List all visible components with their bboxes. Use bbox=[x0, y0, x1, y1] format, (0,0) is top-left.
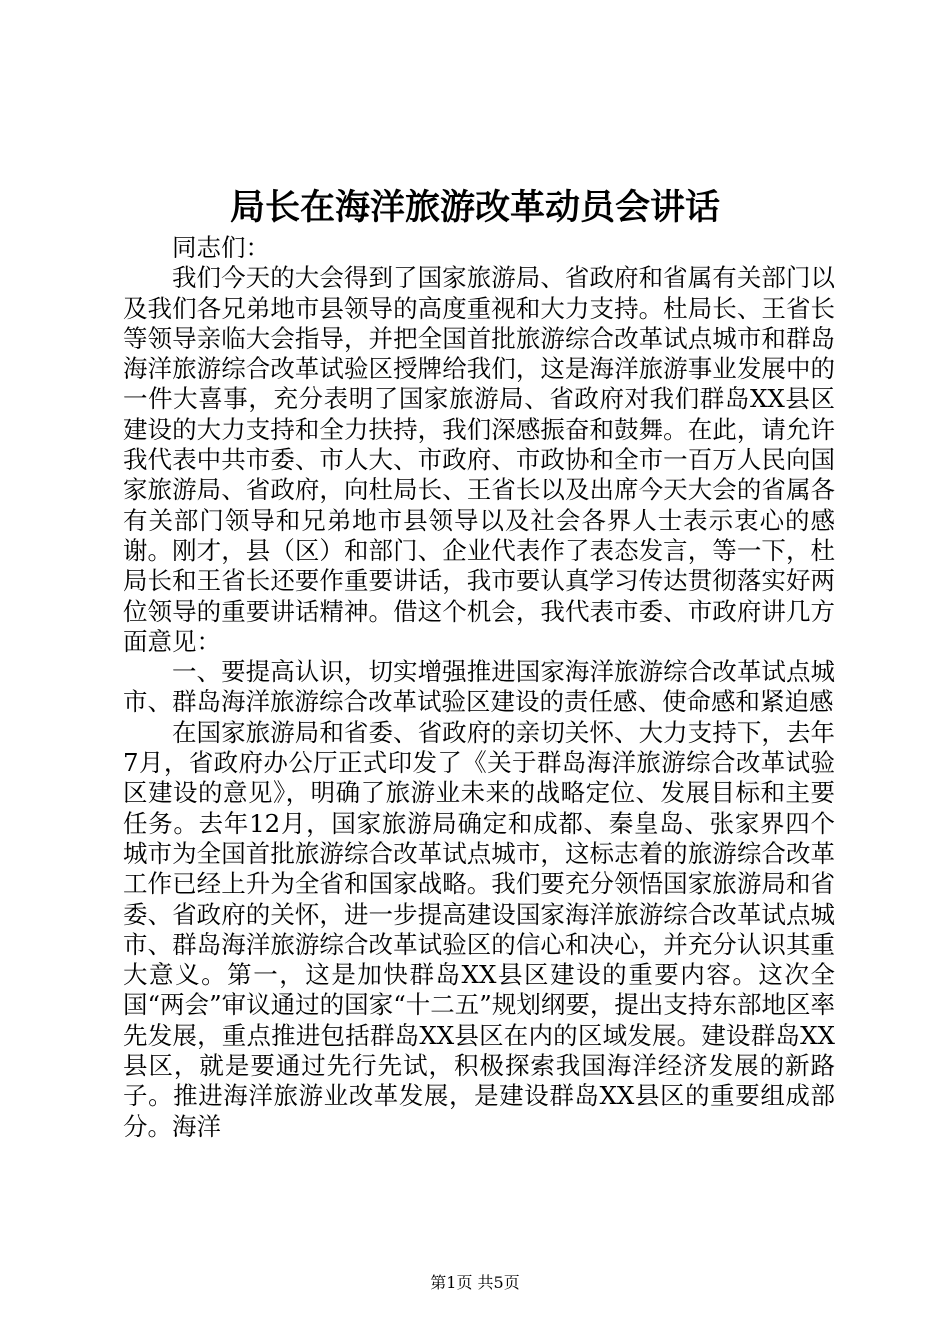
document-title: 局长在海洋旅游改革动员会讲话 bbox=[229, 187, 720, 228]
salutation-paragraph: 同志们： bbox=[172, 233, 270, 262]
opening-paragraph: 我们今天的大会得到了国家旅游局、省政府和省属有关部门以及我们各兄弟地市县领导的高度重视和大力支持。杜局长、王省长等领导亲临大会指导，并把全国首批旅游综合改革试点城市和群岛海洋旅游综合改革试验区授牌给我们，这是海洋旅游事业发展中的一件大喜事，充分表明了国家旅游局、省政府对我们群岛XX县区建设的大力支持和全力扶持，我们深感振奋和鼓舞。在此，请允许我代表中共市委、市人大、市政府、市政协和全市一百万人民向国家旅游局、省政府，向杜局长、王省长以及出席今天大会的省属各有关部门领导和兄弟地市县领导以及社会各界人士表示衷心的感谢。刚才，县（区）和部门、企业代表作了表态发言，等一下，杜局长和王省长还要作重要讲话，我市要认真学习传达贯彻落实好两位领导的重要讲话精神。借这个机会，我代表市委、市政府讲几方面意见： bbox=[123, 263, 835, 656]
section-heading-paragraph: 一、要提高认识，切实增强推进国家海洋旅游综合改革试点城市、群岛海洋旅游综合改革试验区建设的责任感、使命感和紧迫感 bbox=[123, 657, 835, 717]
document-body bbox=[123, 233, 835, 1142]
page-footer: 第1页 共5页 bbox=[430, 1273, 520, 1292]
body-paragraph: 在国家旅游局和省委、省政府的亲切关怀、大力支持下，去年7月，省政府办公厅正式印发了《关于群岛海洋旅游综合改革试验区建设的意见》，明确了旅游业未来的战略定位、发展目标和主要任务。去年12月，国家旅游局确定和成都、秦皇岛、张家界四个城市为全国首批旅游综合改革试点城市，这标志着的旅游综合改革工作已经上升为全省和国家战略。我们要充分领悟国家旅游局和省委、省政府的关怀，进一步提高建设国家海洋旅游综合改革试点城市、群岛海洋旅游综合改革试验区的信心和决心，并充分认识其重大意义。第一，这是加快群岛XX县区建设的重要内容。这次全国“两会”审议通过的国家“十二五”规划纲要，提出支持东部地区率先发展，重点推进包括群岛XX县区在内的区域发展。建设群岛XX县区，就是要通过先行先试，积极探索我国海洋经济发展的新路子。推进海洋旅游业改革发展，是建设群岛XX县区的重要组成部分。海洋 bbox=[123, 717, 835, 1141]
